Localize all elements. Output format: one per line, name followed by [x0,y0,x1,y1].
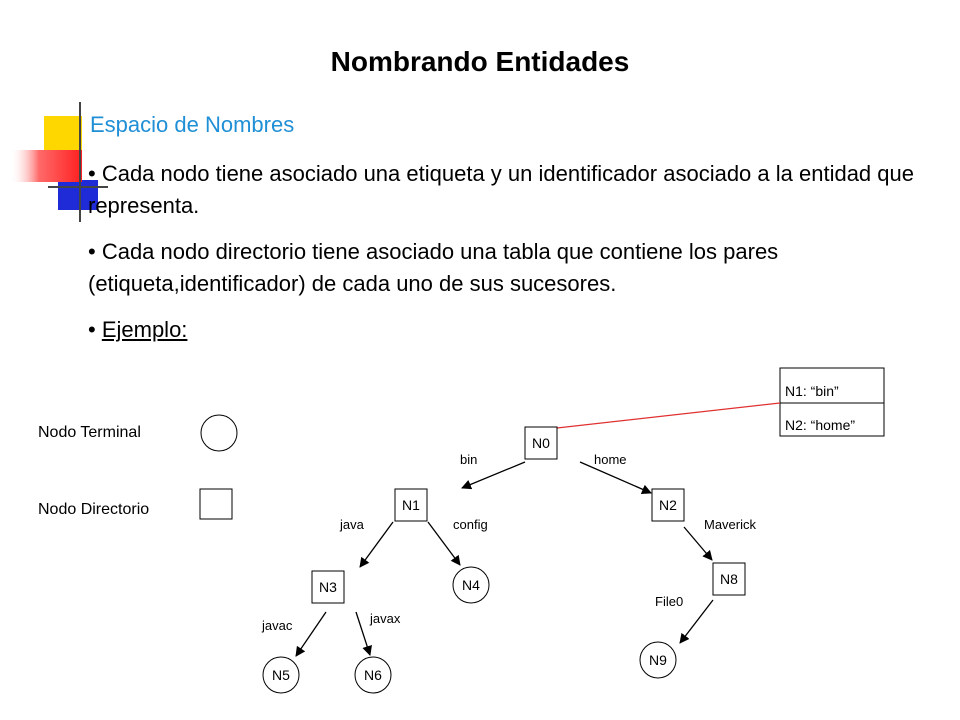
edge-n8-n9 [680,600,713,643]
edge-n1-n3 [360,522,393,567]
node-n0-label: N0 [532,435,550,451]
edge-n3-n5 [296,612,326,656]
legend-terminal-circle [201,415,237,451]
node-n5-label: N5 [272,667,290,683]
node-n3-label: N3 [319,579,337,595]
node-n6-label: N6 [364,667,382,683]
edge-label-home: home [594,452,627,467]
edge-label-file0: File0 [655,594,684,609]
slide-subtitle: Espacio de Nombres [90,112,295,137]
example-bullet-mark: • [88,317,96,342]
edge-label-java: java [340,517,364,532]
slide-title: Nombrando Entidades [330,46,630,77]
edge-label-config: config [453,517,488,532]
table-row-n2: N2: “home” [785,417,856,433]
node-n9-label: N9 [649,652,667,668]
legend-directory-label: Nodo Directorio [38,501,150,518]
node-n8-label: N8 [720,571,738,587]
node-n1-label: N1 [402,497,420,513]
legend-directory-square [200,489,232,519]
edge-label-javax: javax [370,611,401,626]
edge-label-maverick: Maverick [704,517,757,532]
example-label: Ejemplo: [101,317,188,342]
node-n2-label: N2 [659,497,677,513]
bullet-2: • Cada nodo directorio tiene asociado una tabla que contiene los pares (etiqueta,identificador) de cada uno de sus sucesores. [88,239,779,296]
edge-label-bin: bin [460,452,478,467]
pointer-line [557,403,780,428]
edge-label-javac: javac [262,618,293,633]
table-row-n1: N1: “bin” [785,383,839,399]
edge-n3-n6 [356,612,370,655]
node-n4-label: N4 [462,577,480,593]
bullet-1: • Cada nodo tiene asociado una etiqueta y un identificador asociado a la entidad que representa. [88,161,914,218]
legend-terminal-label: Nodo Terminal [38,424,141,441]
